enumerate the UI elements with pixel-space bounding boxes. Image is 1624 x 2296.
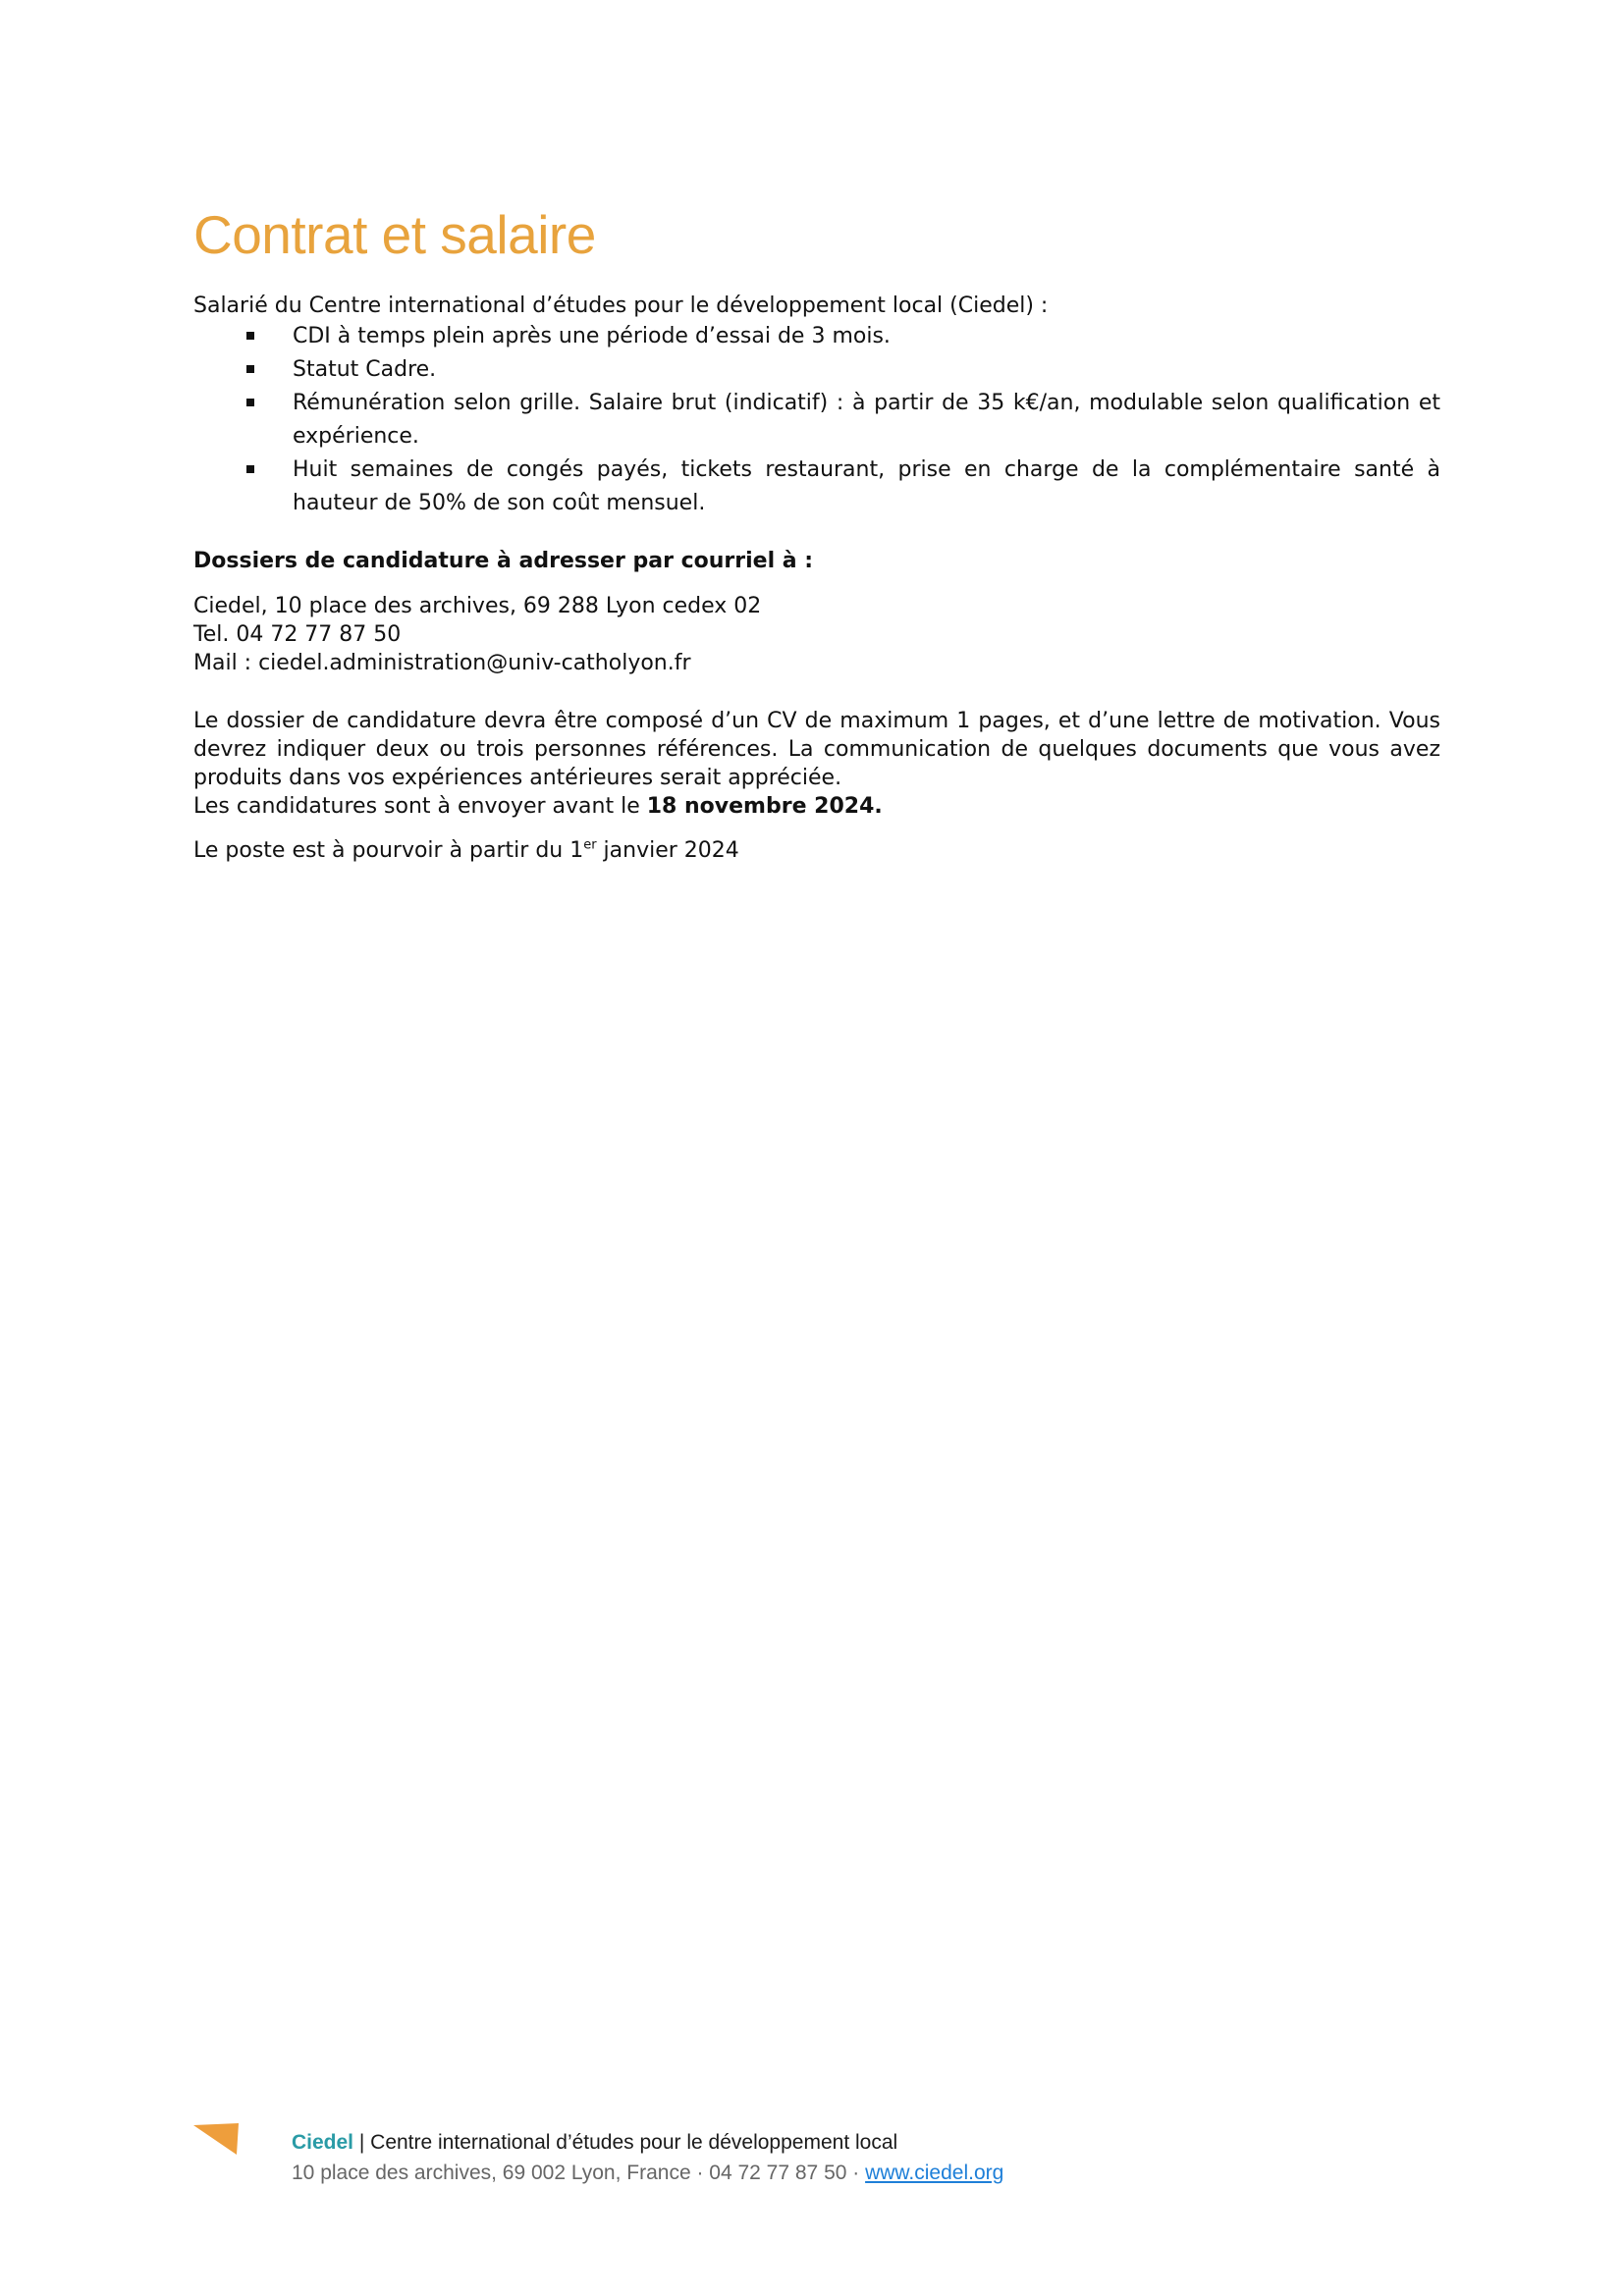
email-line: Mail : ciedel.administration@univ-catholyon.fr xyxy=(193,651,691,675)
list-item: Huit semaines de congés payés, tickets restaurant, prise en charge de la complémentaire santé à hauteur de 50% de son coût mensuel. xyxy=(193,454,1440,520)
bullet-square-icon xyxy=(246,332,254,340)
footer-brand: Ciedel xyxy=(292,2131,354,2154)
dossier-paragraph xyxy=(193,707,1440,821)
phone-line: Tel. 04 72 77 87 50 xyxy=(193,622,402,647)
bullet-square-icon xyxy=(246,365,254,373)
section-title: Contrat et salaire xyxy=(193,204,596,265)
footer-line-2 xyxy=(292,2158,1003,2188)
footer xyxy=(292,2127,1003,2188)
intro-text: Salarié du Centre international d’études pour le développement local (Ciedel) : xyxy=(193,294,1049,318)
footer-line-1: Ciedel | Centre international d’études pour le développement local xyxy=(292,2131,898,2154)
footer-address: 10 place des archives, 69 002 Lyon, France · 04 72 77 87 50 · xyxy=(292,2162,866,2184)
deadline-date: 18 novembre 2024. xyxy=(646,794,883,819)
list-item: Rémunération selon grille. Salaire brut (indicatif) : à partir de 35 k€/an, modulable selon qualification et expérience. xyxy=(193,387,1440,454)
deadline-line: Les candidatures sont à envoyer avant le 18 novembre 2024. xyxy=(193,794,883,819)
footer-full-name: Centre international d’études pour le développement local xyxy=(370,2131,898,2154)
website-link[interactable]: www.ciedel.org xyxy=(865,2162,1004,2184)
dossier-text: Le dossier de candidature devra être composé d’un CV de maximum 1 pages, et d’une lettre de motivation. Vous devrez indiquer deux ou trois personnes références. La communication de quelques documents que vous avez produits dans vos expériences antérieures serait appréciée. xyxy=(193,709,1440,790)
list-item: Statut Cadre. xyxy=(193,353,1440,387)
list-item: CDI à temps plein après une période d’essai de 3 mois. xyxy=(193,320,1440,353)
bullet-square-icon xyxy=(246,465,254,473)
address-line: Ciedel, 10 place des archives, 69 288 Lyon cedex 02 xyxy=(193,594,762,618)
application-heading: Dossiers de candidature à adresser par courriel à : xyxy=(193,549,814,573)
contact-address xyxy=(193,592,1440,677)
bullet-square-icon xyxy=(246,399,254,406)
ciedel-logo-icon xyxy=(193,2123,241,2155)
contract-bullet-list xyxy=(193,320,1440,520)
start-date-line: Le poste est à pourvoir à partir du 1er janvier 2024 xyxy=(193,837,739,863)
